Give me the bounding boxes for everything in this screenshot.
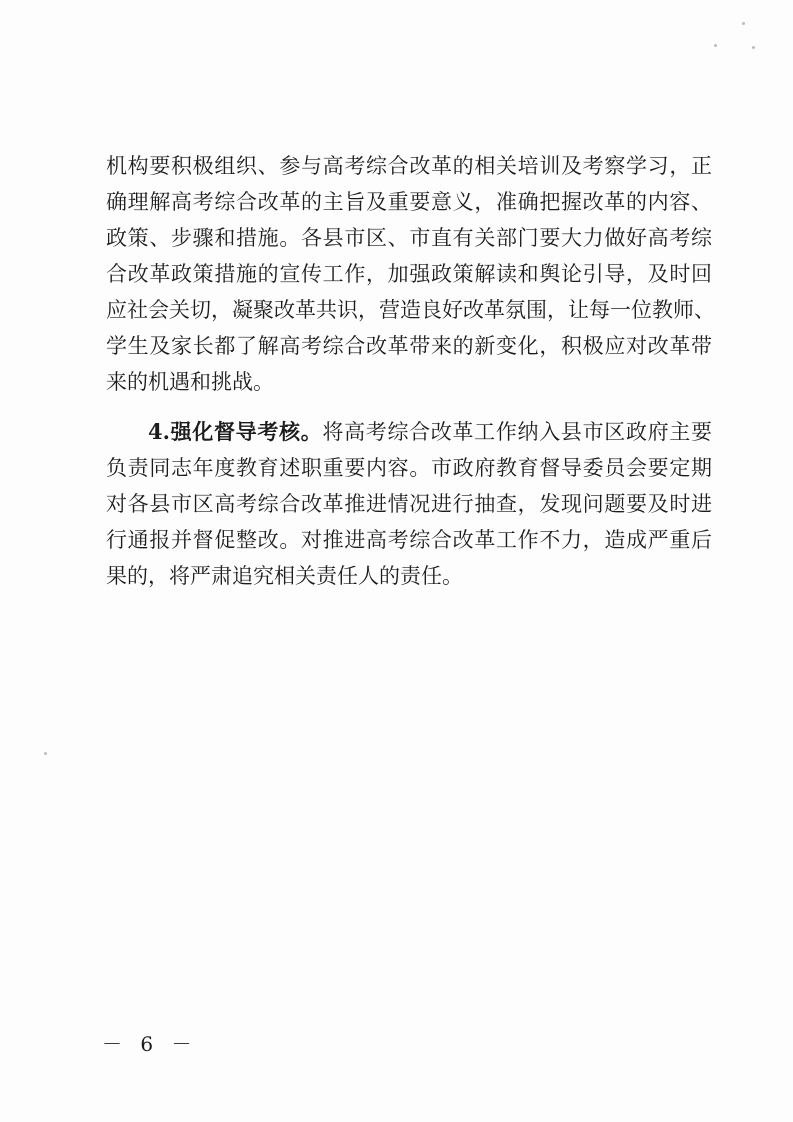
text-line: 负责同志年度教育述职重要内容。市政府教育督导委员会要定期: [106, 456, 712, 480]
paragraph-gap: [106, 400, 712, 414]
text-line: 来的机遇和挑战。: [106, 370, 274, 394]
text-line: 对各县市区高考综合改革推进情况进行抽查，发现问题要及时进: [106, 492, 712, 516]
paragraph-2: [106, 414, 712, 594]
text-line: 学生及家长都了解高考综合改革带来的新变化，积极应对改革带: [106, 334, 712, 358]
scan-speck: [44, 752, 47, 755]
text-line: 机构要积极组织、参与高考综合改革的相关培训及考察学习，正: [106, 154, 712, 178]
body-text: [106, 148, 715, 594]
section-heading: 4.强化督导考核。: [148, 419, 323, 444]
scan-speck: [752, 46, 755, 49]
scan-speck: [714, 44, 717, 47]
text-line: 合改革政策措施的宣传工作，加强政策解读和舆论引导，及时回: [106, 262, 712, 286]
paragraph-1: [106, 148, 715, 400]
text-line: 果的，将严肃追究相关责任人的责任。: [106, 564, 463, 588]
text-line: 确理解高考综合改革的主旨及重要意义，准确把握改革的内容、: [106, 190, 712, 214]
page-number: － 6 －: [102, 1032, 198, 1056]
text-line: 行通报并督促整改。对推进高考综合改革工作不力，造成严重后: [106, 528, 712, 552]
text-line: 应社会关切，凝聚改革共识，营造良好改革氛围，让每一位教师、: [106, 298, 715, 322]
scan-speck: [742, 22, 745, 25]
text-line-first: [106, 414, 712, 450]
text-run: 将高考综合改革工作纳入县市区政府主要: [322, 420, 712, 444]
text-line: 政策、步骤和措施。各县市区、市直有关部门要大力做好高考综: [106, 226, 712, 250]
